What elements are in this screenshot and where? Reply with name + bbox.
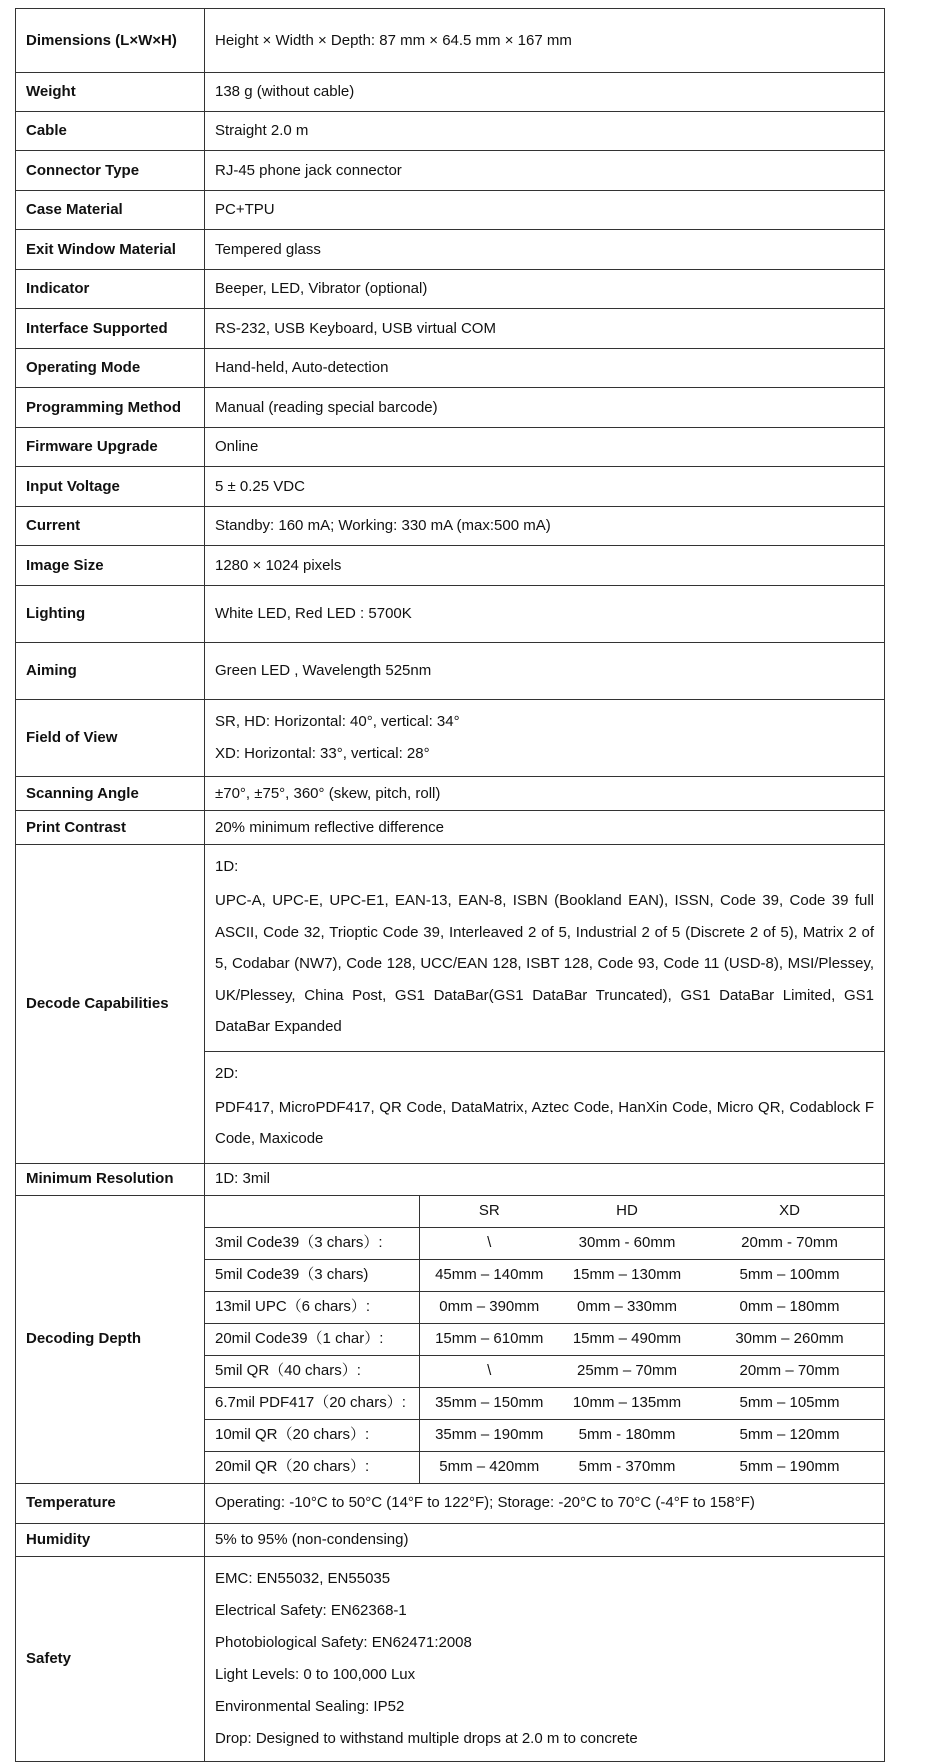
spec-label: Safety <box>16 1556 205 1761</box>
depth-xd: 5mm – 190mm <box>739 1458 840 1475</box>
depth-row <box>205 1323 884 1355</box>
spec-row-aiming <box>16 643 885 700</box>
spec-row-window <box>16 230 885 270</box>
depth-hd: 25mm – 70mm <box>559 1355 695 1387</box>
spec-row-current <box>16 507 885 546</box>
spec-value: Manual (reading special barcode) <box>205 388 885 428</box>
safety-line: Electrical Safety: EN62368-1 <box>215 1601 407 1619</box>
depth-xd: 20mm – 70mm <box>695 1355 884 1387</box>
spec-value: Standby: 160 mA; Working: 330 mA (max:500 mA) <box>205 507 885 546</box>
spec-label: Interface Supported <box>16 309 205 349</box>
spec-value: Height × Width × Depth: 87 mm × 64.5 mm × 167 mm <box>205 9 885 73</box>
depth-cell <box>205 1195 885 1483</box>
decode-2d-title: 2D: <box>215 1064 239 1082</box>
depth-row <box>205 1291 884 1323</box>
depth-xd: 5mm – 105mm <box>695 1387 884 1419</box>
spec-value: Tempered glass <box>205 230 885 270</box>
spec-row-decode-1d <box>16 845 885 1052</box>
spec-value: Online <box>205 428 885 467</box>
spec-value: 1280 × 1024 pixels <box>205 546 885 586</box>
depth-hd: 15mm – 490mm <box>559 1323 695 1355</box>
decode-2d-cell <box>205 1051 885 1163</box>
spec-sheet <box>15 8 885 1762</box>
depth-xd: 30mm – 260mm <box>695 1323 884 1355</box>
depth-hd: 5mm - 370mm <box>578 1458 676 1475</box>
depth-symbology: 5mil QR（40 chars）: <box>205 1355 419 1387</box>
spec-label: Aiming <box>16 643 205 700</box>
spec-label: Firmware Upgrade <box>16 428 205 467</box>
safety-line: Light Levels: 0 to 100,000 Lux <box>215 1665 416 1683</box>
spec-label: Minimum Resolution <box>16 1163 205 1195</box>
depth-xd: 20mm - 70mm <box>695 1227 884 1259</box>
spec-row-scan-angle <box>16 777 885 811</box>
spec-row-connector <box>16 151 885 191</box>
depth-sr: 35mm – 150mm <box>419 1387 559 1419</box>
spec-value: Operating: -10°C to 50°C (14°F to 122°F); Storage: -20°C to 70°C (-4°F to 158°F) <box>205 1483 885 1523</box>
fov-line: XD: Horizontal: 33°, vertical: 28° <box>215 745 430 762</box>
spec-value <box>205 700 885 777</box>
spec-label: Indicator <box>16 270 205 309</box>
spec-value <box>205 1556 885 1761</box>
spec-row-mode <box>16 349 885 388</box>
spec-value: 20% minimum reflective difference <box>205 811 885 845</box>
depth-table <box>205 1196 884 1483</box>
spec-row-humidity <box>16 1523 885 1556</box>
spec-label: Connector Type <box>16 151 205 191</box>
spec-row-cable <box>16 112 885 151</box>
spec-row-image-size <box>16 546 885 586</box>
spec-label: Programming Method <box>16 388 205 428</box>
spec-label: Current <box>16 507 205 546</box>
spec-value: Beeper, LED, Vibrator (optional) <box>205 270 885 309</box>
spec-row-case <box>16 191 885 230</box>
depth-header-blank <box>205 1196 419 1228</box>
spec-label: Weight <box>16 73 205 112</box>
depth-header-hd: HD <box>559 1196 695 1228</box>
decode-2d-text: PDF417, MicroPDF417, QR Code, DataMatrix, Aztec Code, HanXin Code, Micro QR, Codablock F Code, Maxicode <box>215 1098 874 1147</box>
depth-sr: 35mm – 190mm <box>419 1419 559 1451</box>
depth-row <box>205 1227 884 1259</box>
spec-value: 5% to 95% (non-condensing) <box>205 1523 885 1556</box>
depth-row <box>205 1259 884 1291</box>
depth-symbology: 13mil UPC（6 chars）: <box>205 1291 419 1323</box>
spec-row-interface <box>16 309 885 349</box>
depth-sr: 45mm – 140mm <box>419 1259 559 1291</box>
safety-line: Photobiological Safety: EN62471:2008 <box>215 1633 472 1651</box>
depth-header-row <box>205 1196 884 1228</box>
depth-row <box>205 1451 884 1483</box>
depth-symbology: 20mil Code39（1 char）: <box>205 1323 419 1355</box>
spec-row-fov <box>16 700 885 777</box>
spec-row-depth <box>16 1195 885 1483</box>
depth-hd: 30mm - 60mm <box>559 1227 695 1259</box>
depth-header-xd: XD <box>695 1196 884 1228</box>
spec-value: Straight 2.0 m <box>205 112 885 151</box>
decode-1d-cell <box>205 845 885 1052</box>
spec-label: Decode Capabilities <box>16 845 205 1164</box>
spec-label: Image Size <box>16 546 205 586</box>
safety-line: Drop: Designed to withstand multiple drops at 2.0 m to concrete <box>215 1729 638 1747</box>
depth-header-sr: SR <box>419 1196 559 1228</box>
depth-row <box>205 1419 884 1451</box>
spec-row-weight <box>16 73 885 112</box>
fov-line: SR, HD: Horizontal: 40°, vertical: 34° <box>215 713 460 730</box>
depth-sr: 5mm – 420mm <box>439 1458 540 1475</box>
safety-line: Environmental Sealing: IP52 <box>215 1697 405 1715</box>
spec-value: Green LED , Wavelength 525nm <box>205 643 885 700</box>
depth-symbology: 6.7mil PDF417（20 chars）: <box>205 1387 419 1419</box>
spec-label: Operating Mode <box>16 349 205 388</box>
depth-symbology: 20mil QR（20 chars）: <box>205 1451 419 1483</box>
depth-sr: \ <box>419 1355 559 1387</box>
spec-value: Hand-held, Auto-detection <box>205 349 885 388</box>
depth-hd: 10mm – 135mm <box>559 1387 695 1419</box>
depth-symbology: 5mil Code39（3 chars) <box>205 1259 419 1291</box>
spec-label: Input Voltage <box>16 467 205 507</box>
depth-xd: 0mm – 180mm <box>695 1291 884 1323</box>
spec-row-contrast <box>16 811 885 845</box>
spec-value: RS-232, USB Keyboard, USB virtual COM <box>205 309 885 349</box>
spec-value: PC+TPU <box>205 191 885 230</box>
spec-label: Lighting <box>16 586 205 643</box>
spec-label: Scanning Angle <box>16 777 205 811</box>
spec-label: Field of View <box>16 700 205 777</box>
depth-sr: \ <box>419 1227 559 1259</box>
depth-sr: 0mm – 390mm <box>419 1291 559 1323</box>
spec-row-programming <box>16 388 885 428</box>
spec-label: Exit Window Material <box>16 230 205 270</box>
spec-row-indicator <box>16 270 885 309</box>
depth-sr: 15mm – 610mm <box>419 1323 559 1355</box>
spec-value: 5 ± 0.25 VDC <box>205 467 885 507</box>
spec-label: Temperature <box>16 1483 205 1523</box>
spec-table <box>15 8 885 1762</box>
spec-row-lighting <box>16 586 885 643</box>
depth-row <box>205 1387 884 1419</box>
spec-label: Humidity <box>16 1523 205 1556</box>
spec-row-min-res <box>16 1163 885 1195</box>
spec-value: White LED, Red LED : 5700K <box>205 586 885 643</box>
spec-value: 1D: 3mil <box>205 1163 885 1195</box>
spec-label: Cable <box>16 112 205 151</box>
spec-value: ±70°, ±75°, 360° (skew, pitch, roll) <box>205 777 885 811</box>
decode-1d-title: 1D: <box>215 858 239 875</box>
spec-row-voltage <box>16 467 885 507</box>
spec-row-dimensions <box>16 9 885 73</box>
safety-line: EMC: EN55032, EN55035 <box>215 1569 391 1587</box>
depth-xd: 5mm – 100mm <box>695 1259 884 1291</box>
spec-value: RJ-45 phone jack connector <box>205 151 885 191</box>
spec-row-temperature <box>16 1483 885 1523</box>
spec-label: Case Material <box>16 191 205 230</box>
depth-hd: 5mm - 180mm <box>559 1419 695 1451</box>
depth-symbology: 10mil QR（20 chars）: <box>205 1419 419 1451</box>
spec-label: Dimensions (L×W×H) <box>16 9 205 73</box>
depth-xd: 5mm – 120mm <box>695 1419 884 1451</box>
depth-row <box>205 1355 884 1387</box>
depth-hd: 0mm – 330mm <box>559 1291 695 1323</box>
spec-label: Decoding Depth <box>16 1195 205 1483</box>
spec-row-safety <box>16 1556 885 1761</box>
spec-label: Print Contrast <box>16 811 205 845</box>
depth-symbology: 3mil Code39（3 chars）: <box>205 1227 419 1259</box>
spec-value: 138 g (without cable) <box>205 73 885 112</box>
decode-1d-text: UPC-A, UPC-E, UPC-E1, EAN-13, EAN-8, ISBN (Bookland EAN), ISSN, Code 39, Code 39 full ASCII, Code 32, Trioptic Code 39, Interleaved 2 of 5, Industrial 2 of 5 (Discrete 2 of 5), Matrix 2 of 5, Codabar (NW7), Code 128, UCC/EAN 128, ISBT 128, Code 93, Code 11 (USD-8), MSI/Plessey, UK/Plessey, China Post, GS1 DataBar(GS1 DataBar Truncated), GS1 DataBar Limited, GS1 DataBar Expanded <box>215 892 874 1035</box>
spec-row-firmware <box>16 428 885 467</box>
depth-hd: 15mm – 130mm <box>559 1259 695 1291</box>
